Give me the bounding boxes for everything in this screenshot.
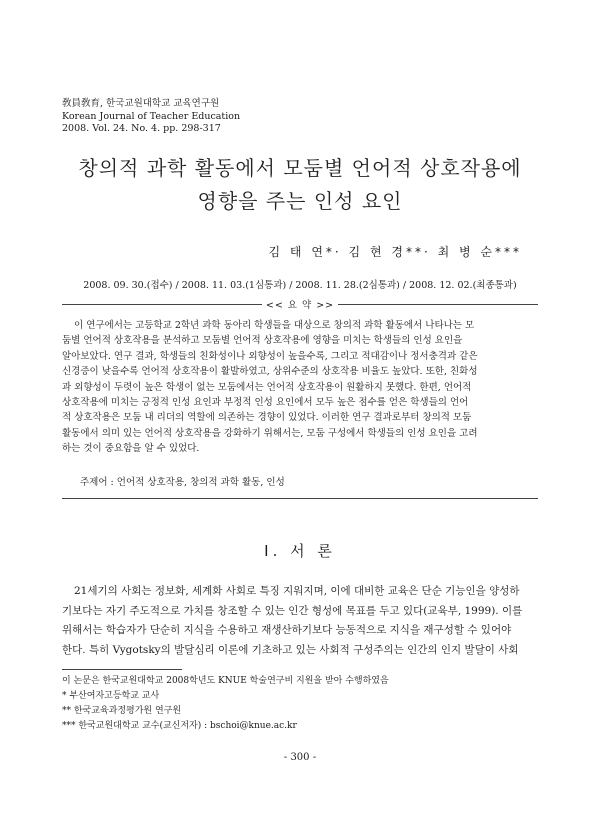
page-number: - 300 - [283,752,317,763]
abstract-line: 하는 것이 중요함을 알 수 있었다. [62,443,200,455]
journal-header [62,98,240,136]
abstract-heading [62,297,538,311]
section-heading-introduction: Ⅰ. 서 론 [264,542,336,560]
authors: 김 태 연*· 김 현 경**· 최 병 순*** [268,245,522,259]
body-line: 기보다는 자기 주도적으로 가치를 창조할 수 있는 인간 형성에 목표를 두고 있다(교육부, 1999). 이를 [62,604,523,617]
title-line-2: 영향을 주는 인성 요인 [197,189,403,213]
footnote-rule [62,669,182,670]
footnotes [62,674,389,734]
review-dates: 2008. 09. 30.(접수) / 2008. 11. 03.(1심통과) / 2008. 11. 28.(2심통과) / 2008. 12. 02.(최종통과) [83,280,517,291]
paper-title [40,152,560,218]
keywords: 주제어 : 언어적 상호작용, 창의적 과학 활동, 인성 [80,477,285,488]
title-line-1: 창의적 과학 활동에서 모둠별 언어적 상호작용에 [78,156,522,180]
abstract-heading-rule-right [338,304,538,305]
abstract-text [62,318,538,457]
footnote-author-1: * 부산여자고등학교 교사 [62,691,160,701]
abstract-line: 알아보았다. 연구 결과, 학생들의 친화성이나 외향성이 높을수록, 그리고 적대감이나 정서충격과 같은 [62,350,478,362]
journal-volume-info: 2008. Vol. 24. No. 4. pp. 298-317 [62,123,221,134]
body-text [62,582,538,660]
abstract-line: 신경증이 낮을수록 언어적 상호작용이 활발하였고, 상위수준의 상호작용 비율도 높았다. 또한, 친화성 [62,366,478,378]
body-line: 한다. 특히 Vygotsky의 발달심리 이론에 기초하고 있는 사회적 구성주의는 인간의 인지 발달이 사회 [62,643,519,656]
abstract-line: 이 연구에서는 고등학교 2학년 과학 동아리 학생들을 대상으로 창의적 과학 활동에서 나타나는 모 [74,320,475,331]
abstract-line: 과 외향성이 두렷이 높은 학생이 없는 모둠에서는 언어적 상호작용이 원활하지 못했다. 한편, 언어적 [62,381,472,393]
footnote-author-2: ** 한국교육과정평가원 연구원 [62,706,182,716]
abstract-bottom-rule [62,498,538,499]
body-line: 위해서는 학습자가 단순히 지식을 수용하고 재생산하기보다 능동적으로 지식을 재구성할 수 있어야 [62,624,512,636]
footnote-funding: 이 논문은 한국교원대학교 2008학년도 KNUE 학술연구비 지원을 받아 수행하였음 [62,676,389,686]
abstract-line: 둠별 언어적 상호작용을 분석하고 모둠별 언어적 상호작용에 영향을 미치는 학생들의 인성 요인을 [62,335,463,347]
abstract-line: 상호작용에 미치는 긍정적 인성 요인과 부정적 인성 요인에서 모두 높은 점수를 얻은 학생들의 언어 [62,396,469,408]
journal-name-english: Korean Journal of Teacher Education [62,110,241,122]
footnote-author-3: *** 한국교원대학교 교수(교신저자) : bschoi@knue.ac.kr [62,721,297,731]
journal-name-korean: 敎員敎育, 한국교원대학교 교육연구원 [62,98,220,109]
abstract-line: 적 상호작용은 모둠 내 리더의 역할에 의존하는 경향이 있었다. 이러한 연구 결과로부터 창의적 모둠 [62,412,472,424]
abstract-line: 활동에서 의미 있는 언어적 상호작용을 강화하기 위해서는, 모둠 구성에서 학생들의 인성 요인을 고려 [62,427,478,439]
body-line: 21세기의 사회는 정보화, 세계화 사회로 특징 지워지며, 이에 대비한 교육은 단순 기능인을 양성하 [74,585,520,597]
abstract-heading-label: << 요 약 >> [265,300,335,311]
